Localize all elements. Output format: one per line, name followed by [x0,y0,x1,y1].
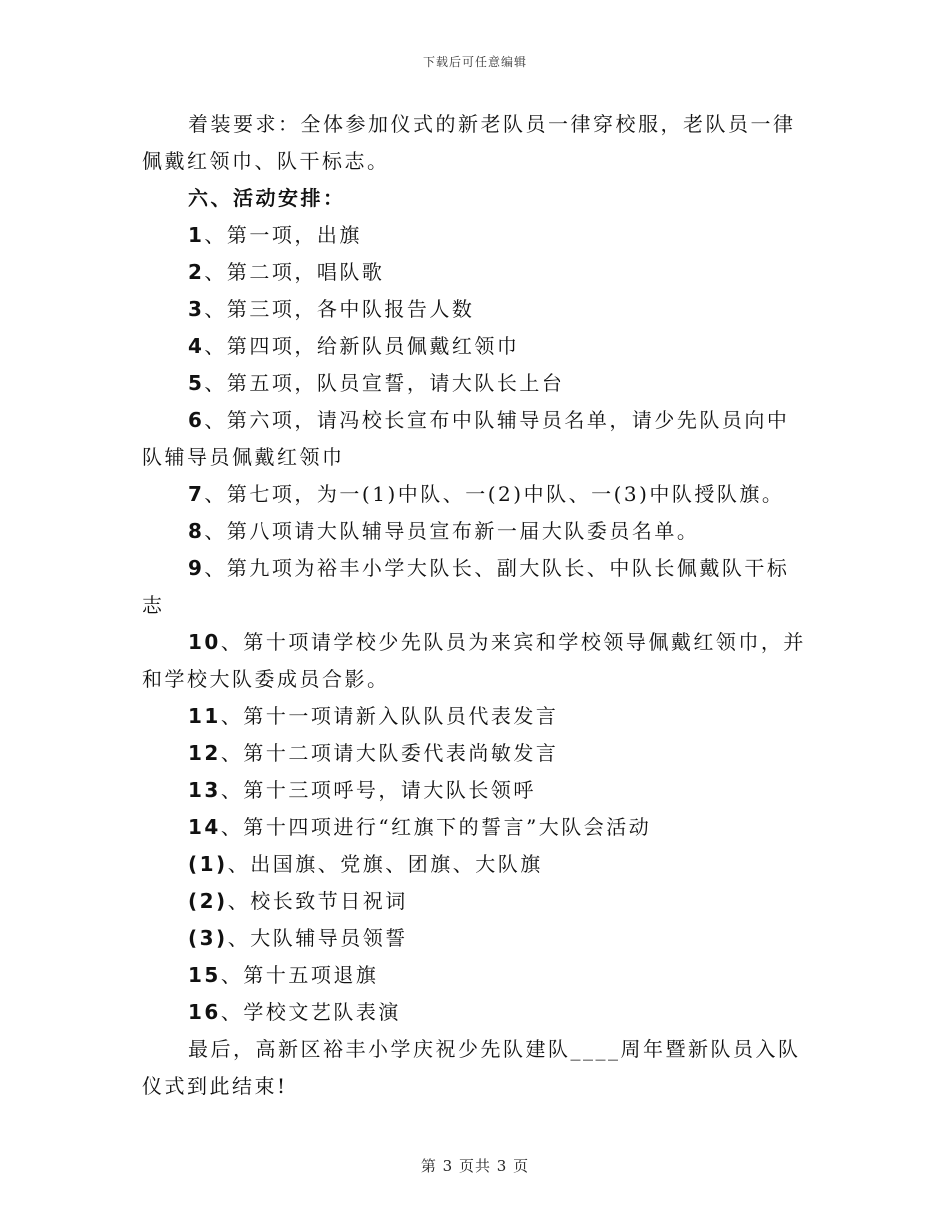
item-text: 、第九项为裕丰小学大队长、副大队长、中队长佩戴队干标志 [142,556,790,617]
item-text: 、第十一项请新入队队员代表发言 [220,704,559,728]
item-number: (2) [188,889,228,913]
item-text: 、第七项，为一(1)中队、一(2)中队、一(3)中队授队旗。 [204,482,785,506]
list-item [142,217,810,254]
page-header: 下载后可任意编辑 [422,55,527,69]
item-number: 4 [188,334,205,358]
item-number: 13 [188,778,221,802]
item-number: 16 [188,1000,221,1024]
list-item [142,365,810,402]
closing-paragraph: 最后，高新区裕丰小学庆祝少先队建队____周年暨新队员入队仪式到此结束! [142,1037,801,1098]
item-number: 14 [188,815,221,839]
list-item [142,846,810,883]
item-text: 、第八项请大队辅导员宣布新一届大队委员名单。 [204,519,700,543]
item-number: 8 [188,519,205,543]
item-number: 2 [188,260,205,284]
list-item [142,550,810,624]
item-text: 、第一项，出旗 [204,223,362,247]
list-item [142,735,810,772]
item-text: 、第十项请学校少先队员为来宾和学校领导佩戴红领巾，并和学校大队委成员合影。 [142,630,806,691]
list-item [142,624,810,698]
item-text: 、第十二项请大队委代表尚敏发言 [220,741,559,765]
item-number: (1) [188,852,228,876]
dress-code-paragraph: 着装要求：全体参加仪式的新老队员一律穿校服，老队员一律佩戴红领巾、队干标志。 [142,112,796,173]
item-number: (3) [188,926,228,950]
item-text: 、出国旗、党旗、团旗、大队旗 [227,852,543,876]
item-text: 、第十四项进行“红旗下的誓言”大队会活动 [220,815,652,839]
list-item [142,772,810,809]
item-number: 9 [188,556,205,580]
list-item [142,698,810,735]
item-text: 、校长致节日祝词 [227,889,408,913]
page-footer: 第 3 页共 3 页 [420,1157,530,1175]
item-number: 5 [188,371,205,395]
item-number: 6 [188,408,205,432]
item-number: 15 [188,963,221,987]
item-text: 、第三项，各中队报告人数 [204,297,475,321]
item-number: 3 [188,297,205,321]
item-text: 、第十三项呼号，请大队长领呼 [220,778,536,802]
list-item [142,328,810,365]
item-text: 、第五项，队员宣誓，请大队长上台 [204,371,565,395]
item-text: 、第四项，给新队员佩戴红领巾 [204,334,520,358]
document-body [142,106,810,1105]
list-item [142,402,810,476]
item-text: 、第六项，请冯校长宣布中队辅导员名单，请少先队员向中队辅导员佩戴红领巾 [142,408,790,469]
list-item [142,809,810,846]
list-item [142,476,810,513]
item-text: 、第十五项退旗 [220,963,379,987]
section-heading-activities: 六、活动安排： [188,186,346,210]
item-number: 12 [188,741,221,765]
list-item [142,291,810,328]
list-item [142,957,810,994]
list-item [142,883,810,920]
item-number: 11 [188,704,221,728]
item-number: 7 [188,482,205,506]
list-item [142,994,810,1031]
item-text: 、学校文艺队表演 [220,1000,401,1024]
item-number: 1 [188,223,205,247]
item-number: 10 [188,630,221,654]
list-item [142,254,810,291]
item-text: 、第二项，唱队歌 [204,260,385,284]
list-item [142,513,810,550]
item-text: 、大队辅导员领誓 [227,926,408,950]
list-item [142,920,810,957]
